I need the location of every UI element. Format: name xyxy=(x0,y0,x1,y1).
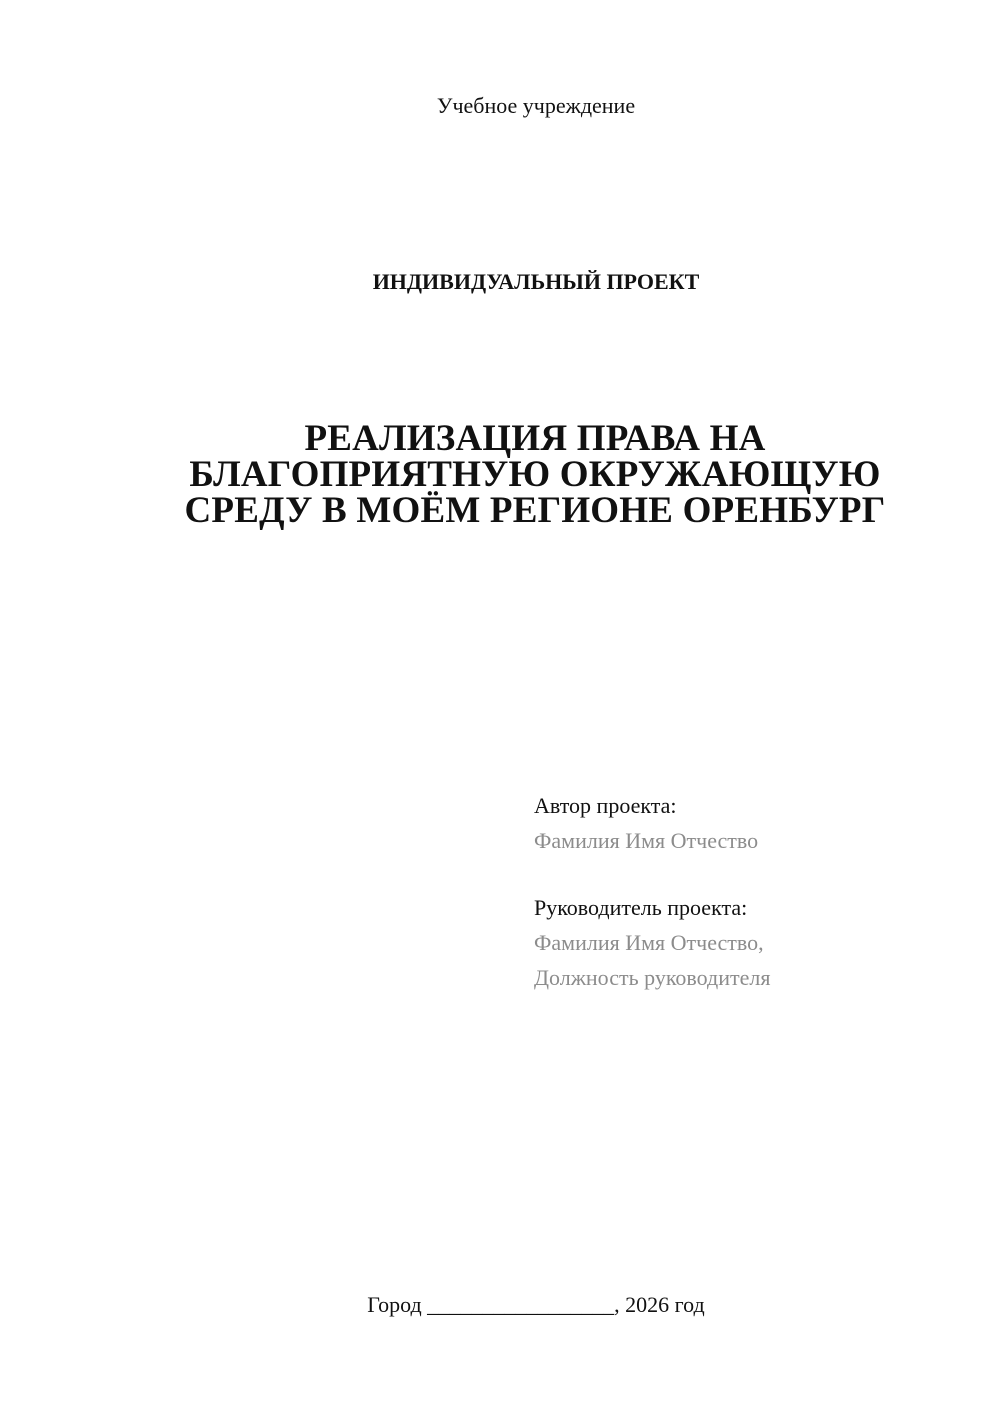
project-title-line-3: СРЕДУ В МОЁМ РЕГИОНЕ ОРЕНБУРГ xyxy=(184,490,886,531)
document-type: ИНДИВИДУАЛЬНЫЙ ПРОЕКТ xyxy=(372,269,700,294)
project-title-line-1: РЕАЛИЗАЦИЯ ПРАВА НА xyxy=(304,418,766,459)
author-name: Фамилия Имя Отчество xyxy=(534,828,759,853)
institution-name: Учебное учреждение xyxy=(436,93,636,118)
project-title xyxy=(150,418,920,531)
project-info-block xyxy=(534,788,770,995)
info-spacer xyxy=(534,858,770,890)
supervisor-name: Фамилия Имя Отчество, xyxy=(534,930,764,955)
author-label: Автор проекта: xyxy=(534,793,677,818)
supervisor-position: Должность руководителя xyxy=(534,965,771,990)
city-year-line: Город _________________, 2026 год xyxy=(367,1292,705,1317)
supervisor-label: Руководитель проекта: xyxy=(534,895,748,920)
project-title-line-2: БЛАГОПРИЯТНУЮ ОКРУЖАЮЩУЮ xyxy=(189,454,881,495)
